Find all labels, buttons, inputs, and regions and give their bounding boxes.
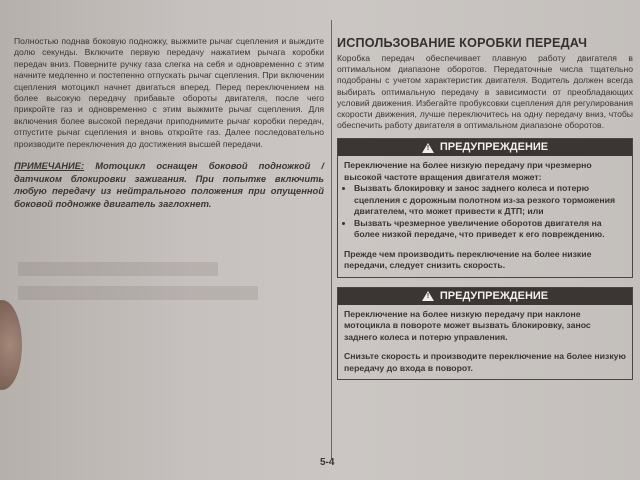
- warning-triangle-icon: !: [422, 143, 434, 153]
- warning-title-2: ПРЕДУПРЕЖДЕНИЕ: [439, 289, 549, 302]
- warning-bullets-1: [344, 183, 626, 241]
- left-paragraph: Полностью поднав боковую подножку, выжмите рычаг сцепления и выждите долю секунды. Включите первую передачу нажатием рычага коробки передач вниз. Поверните ручку газа слегка на себя и одновременно с этим начните медленно и постепенно отпускать рычаг сцепления. При включении сцепления мотоцикл начнет двигаться вперед. Перед переключением на более высокую передачу прибавьте обороты двигателя, после чего прикройте газ и одновременно с этим выжмите рычаг сцепления. Для включения более высокой передачи приподнимите рычаг коробки передач, отпустите рычаг сцепления и вновь откройте газ. Далее последовательно производите переключения до достижения высшей передачи.: [14, 36, 324, 149]
- section-intro: Коробка передач обеспечивает плавную работу двигателя в оптимальном диапазоне оборотов. Передаточные числа тщательно подобраны с учетом характеристик двигателя. Водитель должен всегда выбирать оптимальную передачу в зависимости от преобладающих условий движения. Избегайте пробуксовки сцепления для регулирования скорости движения, лучше переключитесь на одну передачу вниз, чтобы обеспечить работу двигателя в оптимальном диапазоне оборотов.: [337, 53, 633, 131]
- warning-box-1: [337, 138, 633, 278]
- warning-triangle-icon: !: [422, 291, 434, 301]
- warning-body-2: [338, 305, 632, 380]
- warning-box-2: [337, 287, 633, 381]
- note-text: Мотоцикл оснащен боковой подножкой / датчиком блокировки зажигания. При попытке включить любую передачу из нейтрального положения при опущенной боковой подножке двигатель заглохнет.: [14, 160, 324, 209]
- warning-advice-1: Прежде чем производить переключение на более низкие передачи, следует снизить скорость.: [344, 248, 592, 271]
- warning-advice-2: Снизьте скорость и производите переключение на более низкую передачу до входа в поворот.: [344, 351, 626, 373]
- right-column: [337, 36, 633, 380]
- warning-title-1: ПРЕДУПРЕЖДЕНИЕ: [439, 141, 549, 154]
- warning-lead-1: Переключение на более низкую передачу при чрезмерно высокой частоте вращения двигателя может:: [344, 160, 592, 182]
- warning-bullet: • Вызвать блокировку и занос заднего колеса и потерю сцепления с дорожным полотном из-за резкого торможения двигателем, что может привести к ДТП; или: [354, 183, 626, 218]
- note: [14, 160, 324, 210]
- section-heading: ИСПОЛЬЗОВАНИЕ КОРОБКИ ПЕРЕДАЧ: [337, 36, 588, 50]
- warning-bullet: • Вызвать чрезмерное увеличение оборотов двигателя на более низкой передаче, что приведет к его повреждению.: [354, 218, 626, 241]
- note-label: ПРИМЕЧАНИЕ:: [14, 160, 85, 172]
- bleed-through-from-reverse-page: [14, 252, 324, 412]
- warning-header-2: [338, 288, 632, 305]
- column-divider: [331, 20, 332, 460]
- warning-text-2: Переключение на более низкую передачу при наклоне мотоцикла в повороте может вызвать блокировку, занос заднего колеса и потерю управления.: [344, 308, 591, 342]
- warning-body-1: [338, 156, 632, 277]
- left-column: [14, 36, 324, 210]
- warning-header-1: [338, 139, 632, 156]
- page-number: 5-4: [320, 457, 335, 468]
